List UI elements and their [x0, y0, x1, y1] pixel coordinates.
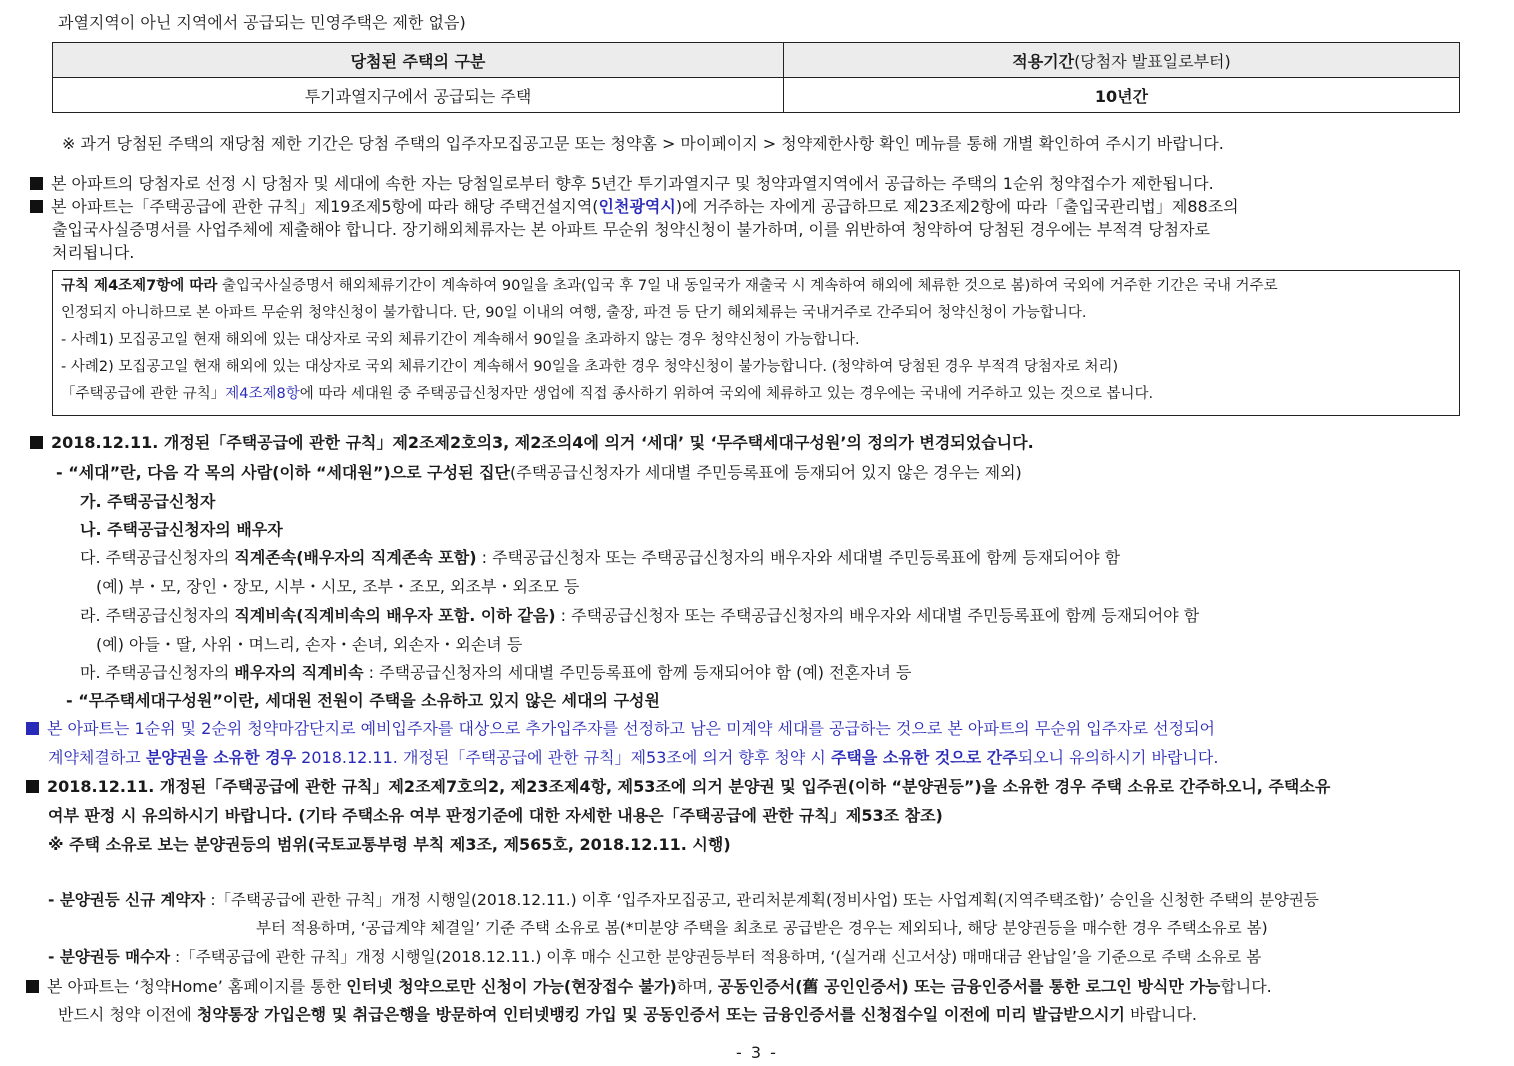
presale-rights-heading: 2018.12.11. 개정된「주택공급에 관한 규칙」제2조제7호의2, 제23조제4항, 제53조에 의거 분양권 및 입주권(이하 “분양권등”)을 소유한 경우 주택 소유로 간주하오니, 주택소유 [26, 776, 1330, 798]
online-notice-line2: 반드시 청약 이전에 청약통장 가입은행 및 취급은행을 방문하여 인터넷뱅킹 가입 및 공동인증서 또는 금융인증서를 신청접수일 이전에 미리 발급받으시기 바랍니다. [58, 1005, 1197, 1024]
bullet-residence-line2: 출입국사실증명서를 사업주체에 제출해야 합니다. 장기해외체류자는 본 아파트 무순위 청약신청이 불가하며, 이를 위반하여 청약하여 당첨된 경우에는 부적격 당첨자로 [52, 220, 1211, 239]
overseas-line1: 규칙 제4조제7항에 따라 출입국사실증명서 해외체류기간이 계속하여 90일을 초과(입국 후 7일 내 동일국가 재출국 시 계속하여 해외에 체류한 것으로 봄)하여 국외에 거주한 기간은 국내 거주로 [61, 278, 1278, 294]
bullet-square-icon [30, 436, 43, 449]
household-heading: 2018.12.11. 개정된「주택공급에 관한 규칙」제2조제2호의3, 제2조의4에 의거 ‘세대’ 및 ‘무주택세대구성원’의 정의가 변경되었습니다. [30, 432, 1034, 454]
overseas-line5: 「주택공급에 관한 규칙」제4조제8항에 따라 세대원 중 주택공급신청자만 생업에 직접 종사하기 위하여 국외에 체류하고 있는 경우에는 국내에 거주하고 있는 것으로 봅니다. [61, 386, 1154, 402]
overseas-case1: - 사례1) 모집공고일 현재 해외에 있는 대상자로 국외 체류기간이 계속해서 90일을 초과하지 않는 경우 청약신청이 가능합니다. [61, 332, 860, 348]
no-house-definition: - “무주택세대구성원”이란, 세대원 전원이 주택을 소유하고 있지 않은 세대의 구성원 [66, 691, 660, 710]
cell-period: 10년간 [784, 78, 1460, 113]
bullet-residence: 본 아파트는「주택공급에 관한 규칙」제19조제5항에 따라 해당 주택건설지역(인천광역시)에 거주하는 자에게 공급하므로 제23조제2항에 따라「출입국관리법」제88조의 [30, 196, 1239, 218]
rule-article-link: 제4조제8항 [225, 386, 300, 402]
item-ma: 마. 주택공급신청자의 배우자의 직계비속 : 주택공급신청자의 세대별 주민등록표에 함께 등재되어야 함 (예) 전혼자녀 등 [80, 663, 912, 682]
overseas-line2: 인정되지 아니하므로 본 아파트 무순위 청약신청이 불가합니다. 단, 90일 이내의 여행, 출장, 파견 등 단기 해외체류는 국내거주로 간주되어 청약신청이 가능합니다. [61, 305, 1087, 321]
item-da: 다. 주택공급신청자의 직계존속(배우자의 직계존속 포함) : 주택공급신청자 또는 주택공급신청자의 배우자와 세대별 주민등록표에 함께 등재되어야 함 [80, 548, 1121, 567]
buyer: - 분양권등 매수자 :「주택공급에 관한 규칙」개정 시행일(2018.12.11.) 이후 매수 신고한 분양권등부터 적용하며, ‘(실거래 신고서상) 매매대금 완납일’을 기준으로 주택 소유로 봄 [48, 948, 1262, 966]
new-contractor: - 분양권등 신규 계약자 :「주택공급에 관한 규칙」개정 시행일(2018.12.11.) 이후 ‘입주자모집공고, 관리처분계획(정비사업) 또는 사업계획(지역주택조합)’ 승인을 신청한 주택의 분양권등 [48, 891, 1319, 909]
page-number: - 3 - [736, 1043, 778, 1062]
item-ra: 라. 주택공급신청자의 직계비속(직계비속의 배우자 포함. 이하 같음) : 주택공급신청자 또는 주택공급신청자의 배우자와 세대별 주민등록표에 함께 등재되어야 함 [80, 606, 1200, 625]
region-highlight: 인천광역시 [598, 197, 676, 216]
household-definition: - “세대”란, 다음 각 목의 사람(이하 “세대원”)으로 구성된 집단(주택공급신청자가 세대별 주민등록표에 등재되어 있지 않은 경우는 제외) [56, 463, 1022, 482]
bullet-square-icon [26, 980, 39, 993]
unsold-notice-line2: 계약체결하고 분양권을 소유한 경우 2018.12.11. 개정된「주택공급에 관한 규칙」제53조에 의거 향후 청약 시 주택을 소유한 것으로 간주되오니 유의하시기 바랍니다. [48, 748, 1219, 767]
restriction-table [52, 42, 1460, 113]
presale-rights-scope: ※ 주택 소유로 보는 분양권등의 범위(국토교통부령 부칙 제3조, 제565호, 2018.12.11. 시행) [48, 835, 731, 854]
bullet-residence-line3: 처리됩니다. [52, 243, 135, 262]
table-row [53, 78, 1460, 113]
item-da-example: (예) 부・모, 장인・장모, 시부・시모, 조부・조모, 외조부・외조모 등 [96, 577, 580, 596]
cell-house-type: 투기과열지구에서 공급되는 주택 [53, 78, 784, 113]
top-note: 과열지역이 아닌 지역에서 공급되는 민영주택은 제한 없음) [58, 13, 466, 32]
bullet-square-icon [30, 177, 43, 190]
unsold-notice: 본 아파트는 1순위 및 2순위 청약마감단지로 예비입주자를 대상으로 추가입주자를 선정하고 남은 미계약 세대를 공급하는 것으로 본 아파트의 무순위 입주자로 선정되어 [26, 718, 1215, 740]
bullet-square-icon [26, 722, 39, 735]
item-ra-example: (예) 아들・딸, 사위・며느리, 손자・손녀, 외손자・외손녀 등 [96, 635, 523, 654]
presale-rights-line2: 여부 판정 시 유의하시기 바랍니다. (기타 주택소유 여부 판정기준에 대한 자세한 내용은「주택공급에 관한 규칙」제53조 참조) [48, 806, 943, 825]
bullet-first-priority: 본 아파트의 당첨자로 선정 시 당첨자 및 세대에 속한 자는 당첨일로부터 향후 5년간 투기과열지구 및 청약과열지역에서 공급하는 주택의 1순위 청약접수가 제한됩니다. [30, 173, 1214, 195]
header-house-type: 당첨된 주택의 구분 [53, 43, 784, 78]
overseas-case2: - 사례2) 모집공고일 현재 해외에 있는 대상자로 국외 체류기간이 계속해서 90일을 초과한 경우 청약신청이 불가능합니다. (청약하여 당첨된 경우 부적격 당첨자로 처리) [61, 359, 1119, 375]
header-period: 적용기간(당첨자 발표일로부터) [784, 43, 1460, 78]
item-ga: 가. 주택공급신청자 [80, 492, 216, 511]
item-na: 나. 주택공급신청자의 배우자 [80, 520, 283, 539]
table-header-row [53, 43, 1460, 78]
bullet-square-icon [26, 780, 39, 793]
bullet-square-icon [30, 200, 43, 213]
new-contractor-line2: 부터 적용하며, ‘공급계약 체결일’ 기준 주택 소유로 봄(*미분양 주택을 최초로 공급받은 경우는 제외되나, 해당 분양권등을 매수한 경우 주택소유로 봄) [256, 919, 1268, 937]
online-notice: 본 아파트는 ‘청약Home’ 홈페이지를 통한 인터넷 청약으로만 신청이 가능(현장접수 불가)하며, 공동인증서(舊 공인인증서) 또는 금융인증서를 통한 로그인 방식만 가능합니다. [26, 976, 1272, 998]
overseas-stay-box [52, 270, 1460, 416]
past-note: ※ 과거 당첨된 주택의 재당첨 제한 기간은 당첨 주택의 입주자모집공고문 또는 청약홈 > 마이페이지 > 청약제한사항 확인 메뉴를 통해 개별 확인하여 주시기 바랍니다. [62, 134, 1224, 153]
